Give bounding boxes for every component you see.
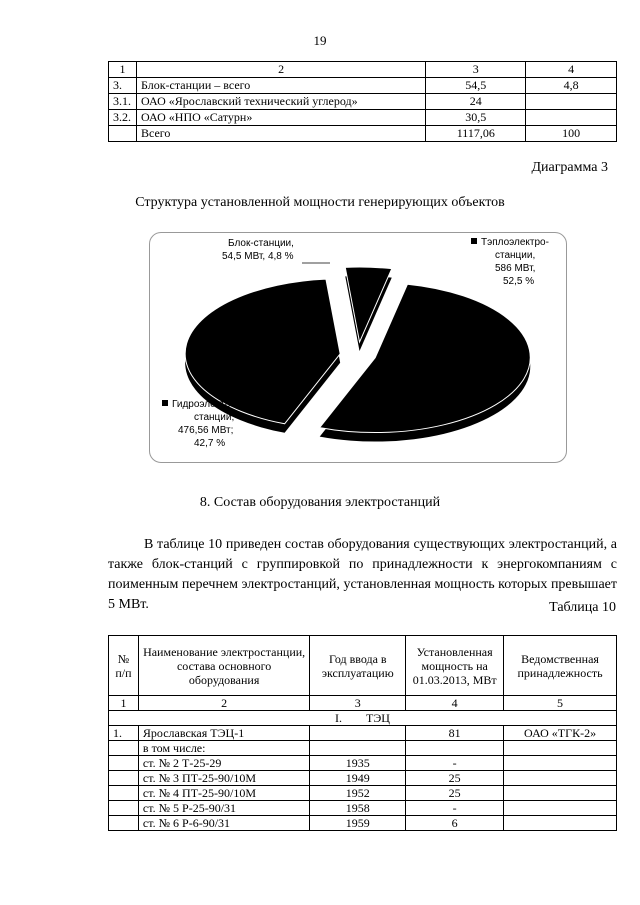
table-cell: 3.2. [109,110,137,126]
diagram-title: Структура установленной мощности генерирующих объектов [135,195,505,210]
table-cell [310,741,406,756]
label-block-line2: 54,5 МВт, 4,8 % [222,251,294,262]
table-cell: ст. № 5 Р-25-90/31 [138,801,309,816]
section-title: 8. Состав оборудования электростанций [199,495,441,510]
table-cell: в том числе: [138,741,309,756]
table-cell [526,94,617,110]
table-row [109,78,617,94]
table-cell: 6 [406,816,504,831]
table-cell: 54,5 [426,78,526,94]
table-cell [109,771,139,786]
table-header-row [109,636,617,696]
table-cell: 1949 [310,771,406,786]
table-cell [504,741,617,756]
table-cell [504,756,617,771]
table-row [109,94,617,110]
label-gidro-line2: станции, [194,412,235,423]
table-cell: ОАО «НПО «Сатурн» [136,110,425,126]
table-cell: 81 [406,726,504,741]
header-cell: Установленная мощность на 01.03.2013, МВт [406,636,504,696]
table-cell: 5 [504,696,617,711]
table-cell: ст. № 4 ПТ-25-90/10М [138,786,309,801]
table-row [109,786,617,801]
table-cell: 100 [526,126,617,142]
table-cell: 1952 [310,786,406,801]
table-cell: 3 [426,62,526,78]
table-cell: 1. [109,726,139,741]
table-cell: 1117,06 [426,126,526,142]
paragraph [108,535,617,615]
table-row [109,816,617,831]
table-cell: Ярославская ТЭЦ-1 [138,726,309,741]
table-cell [109,756,139,771]
table-cell [504,801,617,816]
table-cell: - [406,801,504,816]
table-cell: 1935 [310,756,406,771]
label-tec-line4: 52,5 % [503,276,535,287]
table-cell: ОАО «Ярославский технический углерод» [136,94,425,110]
table-group-row [109,711,617,726]
table-cell: 1959 [310,816,406,831]
table-cell: Блок-станции – всего [136,78,425,94]
label-gidro-line3: 476,56 МВт; [178,425,234,436]
pie-chart [149,232,567,463]
label-tec-line1: Тэплоэлектро- [481,237,549,248]
table-header-row [109,62,617,78]
table-cell: 3. [109,78,137,94]
table-cell [109,126,137,142]
table-cell: 1958 [310,801,406,816]
table-row [109,726,617,741]
table-cell: 25 [406,786,504,801]
label-gidro-line1: Гидроэлектро- [172,399,240,410]
table10-label: Таблица 10 [549,600,616,615]
group-title: I. ТЭЦ [109,711,617,726]
table-cell: 2 [138,696,309,711]
label-block-line1: Блок-станции, [228,238,294,249]
label-tec-line2: станции, [495,250,536,261]
table-cell: 25 [406,771,504,786]
table-cell: ст. № 3 ПТ-25-90/10М [138,771,309,786]
slice-block [345,267,391,342]
table-cell: 24 [426,94,526,110]
table-cell [504,786,617,801]
table-cell: - [406,756,504,771]
diagram-label: Диаграмма 3 [531,160,608,175]
table-cell [109,741,139,756]
summary-table [108,61,617,142]
table-cell: 2 [136,62,425,78]
table-cell: 4 [526,62,617,78]
table-cell: ст. № 6 Р-6-90/31 [138,816,309,831]
table-row [109,110,617,126]
label-gidro-line4: 42,7 % [194,438,226,449]
table-cell [504,816,617,831]
table-cell [406,741,504,756]
page-number: 19 [313,33,327,48]
table-row [109,801,617,816]
table-number-row [109,696,617,711]
table-cell: 3.1. [109,94,137,110]
table-cell [109,801,139,816]
table-row [109,741,617,756]
paragraph-text: В таблице 10 приведен состав оборудования существующих электростанций, а также блок-станций с группировкой по принадлежности к энергокомпаниям с поименным перечнем электростанций, установленная мощность которых превышает 5 МВт. [108,537,617,612]
table-cell: ст. № 2 Т-25-29 [138,756,309,771]
table-cell [109,786,139,801]
table-cell [109,816,139,831]
table-cell: 30,5 [426,110,526,126]
table-row [109,756,617,771]
equipment-table [108,635,617,831]
table-cell: 1 [109,696,139,711]
table-cell: 4 [406,696,504,711]
table-cell [310,726,406,741]
table-cell: 3 [310,696,406,711]
table-cell: 4,8 [526,78,617,94]
table-cell [526,110,617,126]
label-tec-line3: 586 МВт, [495,263,536,274]
header-cell: Ведомственная принадлежность [504,636,617,696]
table-cell [504,771,617,786]
legend-square-tec [471,238,477,244]
table-cell: 1 [109,62,137,78]
table-cell: ОАО «ТГК-2» [504,726,617,741]
table-row [109,126,617,142]
table-row [109,771,617,786]
pie-chart-svg [150,233,566,462]
table-cell: Всего [136,126,425,142]
legend-square-gidro [162,400,168,406]
header-cell: Год ввода в эксплуатацию [310,636,406,696]
header-cell: Наименование электростанции, состава основного оборудования [138,636,309,696]
header-cell: № п/п [109,636,139,696]
